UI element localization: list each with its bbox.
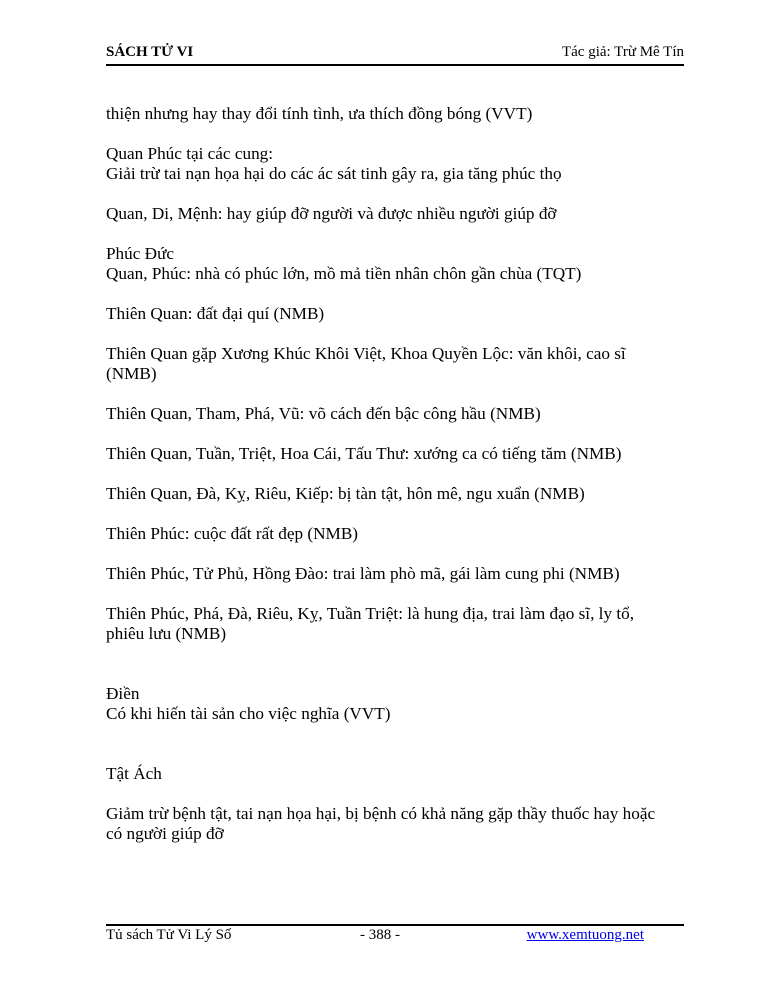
paragraph (106, 344, 626, 384)
paragraph (106, 484, 585, 504)
paragraph (106, 604, 634, 644)
text-line: Phúc Đức (106, 244, 175, 263)
text-line: Thiên Quan: đất đại quí (NMB) (106, 304, 325, 323)
text-line: thiện nhưng hay thay đổi tính tình, ưa thích đồng bóng (VVT) (106, 104, 533, 123)
section-heading: Tật Ách (106, 764, 162, 783)
text-line: Quan Phúc tại các cung: (106, 144, 274, 163)
book-title: SÁCH TỬ VI (106, 44, 194, 60)
paragraph (106, 144, 562, 184)
text-line: Thiên Phúc: cuộc đất rất đẹp (NMB) (106, 524, 359, 543)
paragraph (106, 804, 655, 844)
text-line: Thiên Phúc, Tử Phủ, Hồng Đào: trai làm phò mã, gái làm cung phi (NMB) (106, 564, 620, 583)
text-line: Thiên Quan gặp Xương Khúc Khôi Việt, Khoa Quyền Lộc: văn khôi, cao sĩ (106, 344, 626, 363)
paragraph (106, 204, 557, 224)
text-line: Thiên Phúc, Phá, Đà, Riêu, Kỵ, Tuần Triệt: là hung địa, trai làm đạo sĩ, ly tổ, (106, 604, 635, 623)
paragraph (106, 564, 620, 584)
paragraph (106, 444, 621, 464)
text-line: Giảm trừ bệnh tật, tai nạn họa hại, bị bệnh có khả năng gặp thầy thuốc hay hoặc (106, 804, 656, 823)
paragraph (106, 104, 532, 124)
text-line: Thiên Quan, Đà, Kỵ, Riêu, Kiếp: bị tàn tật, hôn mê, ngu xuẩn (NMB) (106, 484, 585, 503)
section-paragraph (106, 684, 390, 724)
text-line: (NMB) (106, 364, 157, 383)
page-number: - 388 - (360, 927, 400, 943)
text-line: Thiên Quan, Tuần, Triệt, Hoa Cái, Tấu Thư: xướng ca có tiếng tăm (NMB) (106, 444, 622, 463)
author-credit: Tác giả: Trừ Mê Tín (561, 44, 684, 60)
section-heading: Điền (106, 684, 140, 703)
paragraph (106, 304, 324, 324)
footer-divider (106, 924, 684, 926)
text-line: Có khi hiến tài sản cho việc nghĩa (VVT) (106, 704, 391, 723)
text-line: Giải trừ tai nạn họa hại do các ác sát tinh gây ra, gia tăng phúc thọ (106, 164, 562, 183)
text-line: phiêu lưu (NMB) (106, 624, 227, 643)
text-line: Quan, Phúc: nhà có phúc lớn, mồ mả tiền nhân chôn gần chùa (TQT) (106, 264, 582, 283)
section-paragraph (106, 764, 162, 784)
header-divider (106, 64, 684, 66)
text-line: Thiên Quan, Tham, Phá, Vũ: võ cách đến bậc công hầu (NMB) (106, 404, 541, 423)
paragraph (106, 404, 541, 424)
page-footer (106, 927, 684, 947)
text-line: Quan, Di, Mệnh: hay giúp đỡ người và được nhiều người giúp đỡ (106, 204, 557, 223)
text-line: có người giúp đỡ (106, 824, 224, 843)
page-header (106, 44, 684, 64)
website-link[interactable]: www.xemtuong.net (526, 927, 644, 943)
paragraph (106, 244, 581, 284)
paragraph (106, 524, 358, 544)
series-name: Tủ sách Tử Vi Lý Số (106, 927, 232, 943)
